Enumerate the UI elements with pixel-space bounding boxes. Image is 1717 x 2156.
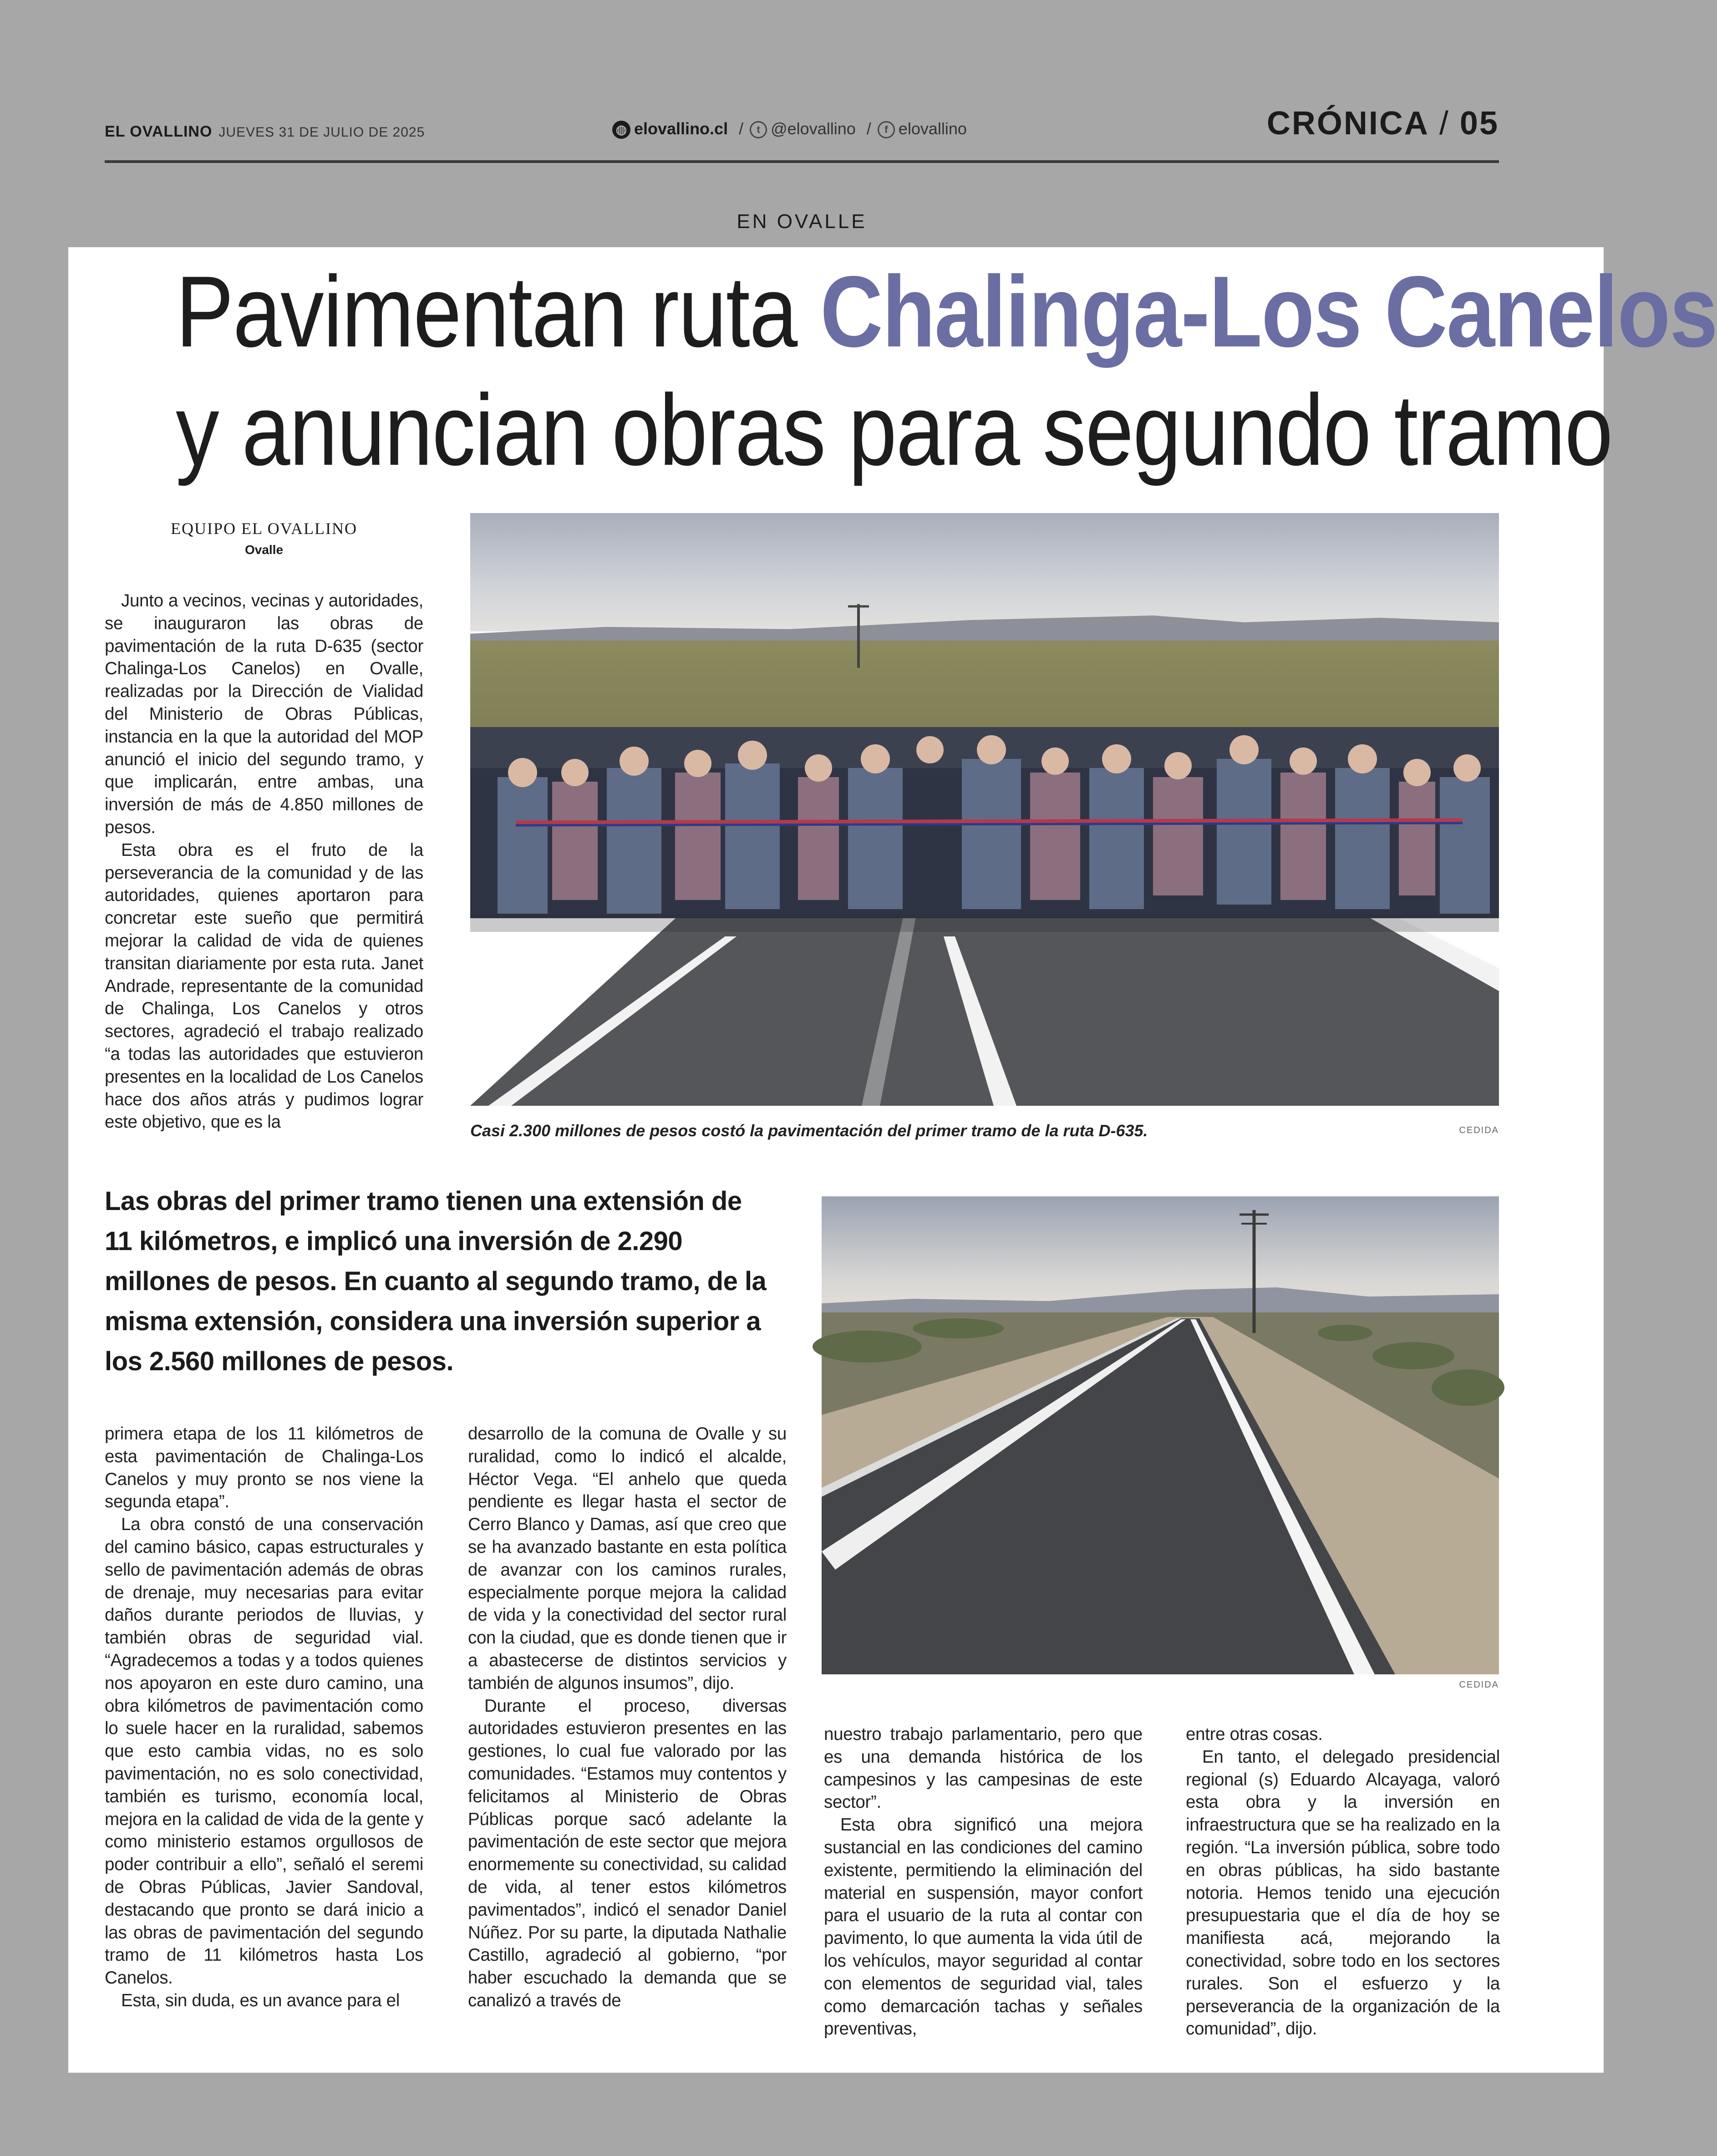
paragraph: primera etapa de los 11 kilómetros de esta pavimentación de Chalinga-Los Canelos y muy pronto se nos viene la segunda etapa”. [105,1424,423,1512]
headline-accent: Chalinga-Los Canelos [820,255,1717,368]
byline-author: EQUIPO EL OVALLINO [171,519,357,538]
ceremony-photo [470,513,1499,1106]
photo-caption: Casi 2.300 millones de pesos costó la pavimentación del primer tramo de la ruta D-635. [470,1121,1148,1140]
facebook-icon: f [878,121,895,138]
twitter-handle[interactable]: @elovallino [771,119,856,138]
paragraph: Junto a vecinos, vecinas y autoridades, se inauguraron las obras de pavimentación de la ruta D-635 (sector Chalinga-Los Canelos) en Ovalle, realizadas por la Dirección de Vialidad del Ministerio de Obras Públicas, instancia en la que la autoridad del MOP anunció el inicio del segundo tramo, y que implicarán, entre ambas, una inversión de más de 4.850 millones de pesos. [105,591,423,837]
masthead-brand [105,123,425,141]
road-photo [822,1196,1499,1674]
website-link[interactable]: elovallino.cl [634,119,728,138]
headline-line2: y anuncian obras para segundo tramo [176,374,1612,487]
paragraph: nuestro trabajo parlamentario, pero que es una demanda histórica de los campesinos y las campesinas de este sector”. [824,1724,1143,1812]
paragraph: entre otras cosas. [1186,1724,1323,1744]
article-column-1 [105,590,423,1134]
paragraph: Esta obra significó una mejora sustancial en las condiciones del camino existente, permitiendo la eliminación del material en suspensión, mayor confort para el usuario de la ruta al contar con pavimento, lo que aumenta la vida útil de los vehículos, mayor seguridad al contar con elementos de seguridad vial, tales como demarcación tachas y señales preventivas, [824,1815,1143,2039]
twitter-icon: t [750,121,767,138]
paragraph: Esta, sin duda, es un avance para el [121,1990,400,2010]
article-column-4 [824,1723,1143,2040]
kicker: EN OVALLE [737,210,867,233]
article-column-2 [105,1423,423,2012]
headline-line1 [176,255,1717,369]
paragraph: Durante el proceso, diversas autoridades estuvieron presentes en las gestiones, lo cual fue valorado por las comunidades. “Estamos muy contentos y felicitamos al Ministerio de Obras Públicas porque sacó adelante la pavimentación de este sector que mejora enormemente su conectividad, su calidad de vida, al tener estos kilómetros pavimentados”, indicó el senador Daniel Núñez. Por su parte, la diputada Nathalie Castillo, agradeció al gobierno, “por haber escuchado la demanda que se canalizó a través de [468,1696,787,2010]
headline-plain: Pavimentan ruta [176,255,820,368]
issue-date: JUEVES 31 DE JULIO DE 2025 [218,125,425,140]
header-divider [105,160,1499,163]
byline-location: Ovalle [244,543,284,557]
photo-credit: CEDIDA [1459,1680,1499,1690]
article-column-5 [1186,1723,1500,2040]
facebook-handle[interactable]: elovallino [898,119,967,138]
page-number: 05 [1459,105,1499,142]
paragraph: En tanto, el delegado presidencial regional (s) Eduardo Alcayaga, valoró esta obra y la inversión en infraestructura que se ha realizado en la región. “La inversión pública, sobre todo en obras públicas, ha sido bastante notoria. Hemos tenido una ejecución presupuestaria que el día de hoy se manifiesta acá, mejorando la conectividad, sobre todo en los sectores rurales. Son el esfuerzo y la perseverancia de la organización de la comunidad”, dijo. [1186,1747,1500,2039]
section-name: CRÓNICA [1266,105,1429,142]
paragraph: desarrollo de la comuna de Ovalle y su ruralidad, como lo indicó el alcalde, Héctor Vega. “El anhelo que queda pendiente es llegar hasta el sector de Cerro Blanco y Damas, así que creo que se ha avanzado bastante en esta política de avanzar con los caminos rurales, especialmente porque mejora la calidad de vida y la conectividad del sector rural con la ciudad, que es donde tienen que ir a abastecerse de distintos servicios y también de algunos insumos”, dijo. [468,1424,787,1693]
paragraph: Esta obra es el fruto de la perseverancia de la comunidad y de las autoridades, quienes aportaron para concretar este sueño que permitirá mejorar la calidad de vida de quienes transitan diariamente por esta ruta. Janet Andrade, representante de la comunidad de Chalinga, Los Canelos y otros sectores, agradeció el trabajo realizado “a todas las autoridades que estuvieron presentes en la localidad de Los Canelos hace dos años atrás y pudimos lograr este objetivo, que es la [105,840,423,1132]
pull-quote: Las obras del primer tramo tienen una extensión de 11 kilómetros, e implicó una inversión de 2.290 millones de pesos. En cuanto al segundo tramo, de la misma extensión, considera una inversión superior a los 2.560 millones de pesos. [105,1186,767,1376]
paragraph: La obra constó de una conservación del camino básico, capas estructurales y sello de pavimentación además de obras de drenaje, muy necesarias para evitar daños durante periodos de lluvias, y también obras de seguridad vial. “Agradecemos a todas y a todos quienes nos apoyaron en este duro camino, una obra kilómetros de pavimentación como lo suele hacer en la ruralidad, sabemos que esto cambia vidas, no es solo pavimentación, no es solo conectividad, también es turismo, economía local, mejora en la calidad de vida de la gente y como ministerio estamos orgullosos de poder contribuir a ello”, señaló el seremi de Obras Públicas, Javier Sandoval, destacando que pronto se dará inicio a las obras de pavimentación del segundo tramo de 11 kilómetros hasta Los Canelos. [105,1515,423,1988]
article-column-3 [468,1423,787,2012]
social-links: ◍ elovallino.cl / t @elovallino / f elovallino [612,119,967,139]
globe-icon: ◍ [612,121,630,139]
brand-name: EL OVALLINO [105,123,213,140]
photo-credit: CEDIDA [1459,1125,1499,1135]
section-label: CRÓNICA / 05 [1266,105,1499,142]
